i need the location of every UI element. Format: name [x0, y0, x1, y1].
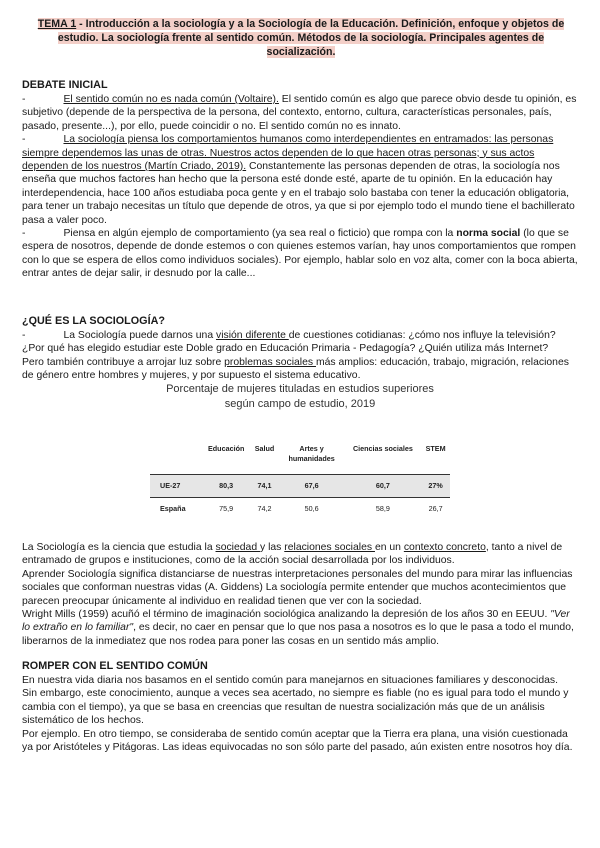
row-label: España: [160, 504, 186, 514]
debate-section: [22, 93, 578, 281]
romper-paragraph-2: Sin embargo, este conocimiento, aunque a veces sea acertado, no siempre es fiable (no es igual para todo el mundo y cambia con el tiempo), ya que se basa en creencias que resultan de nuestra socialización más que de un análisis sistemático de los hechos.: [22, 688, 569, 727]
table-cell: 74,2: [257, 504, 272, 514]
table-cell: 74,1: [250, 475, 278, 498]
table-row: [150, 475, 450, 498]
document-title: [22, 17, 580, 60]
heading-que-es: ¿QUÉ ES LA SOCIOLOGÍA?: [22, 315, 165, 327]
definition-section: [22, 541, 578, 648]
table-cell: 80,3: [202, 475, 250, 498]
romper-paragraph-1: En nuestra vida diaria nos basamos en el sentido común para manejarnos en situaciones familiares y desconocidas.: [22, 675, 558, 686]
table-header-cell: Educación: [202, 444, 250, 475]
women-graduates-table: [150, 444, 450, 520]
table-cell: 27%: [421, 475, 450, 498]
table-header-cell: Ciencias sociales: [345, 444, 422, 475]
que-es-paragraph-2: Pero también contribuye a arrojar luz sobre problemas sociales más amplios: educación, trabajo, migración, relaciones de género entre hombres y mujeres, y por supuesto el sistema educativo.: [22, 356, 569, 382]
table-header-cell: Artes y humanidades: [279, 444, 345, 475]
debate-paragraph-1: - El sentido común no es nada común (Voltaire). El sentido común es algo que parece obvio desde tu opinión, es subjetivo (depende de la perspectiva de la persona, del contexto, entorno, cultura, características personales, país, pasado, presente...), por ello, puede coincidir o no. El sentido común no es innato.: [22, 94, 577, 132]
table-cell: 50,6: [304, 504, 319, 514]
que-es-paragraph-1: - La Sociología puede darnos una visión diferente de cuestiones cotidianas: ¿cómo nos influye la televisión? ¿Por qué has elegido estudiar este Doble grado en Educación Primaria - Pedagogía? ¿Quién utiliza más Internet?: [22, 330, 556, 355]
table-header-cell: [150, 444, 202, 475]
que-es-section: [22, 329, 578, 383]
table-header-cell: Salud: [250, 444, 278, 475]
romper-paragraph-3: Por ejemplo. En otro tiempo, se consideraba de sentido común aceptar que la Tierra era plana, una visión cuestionada ya por Aristóteles y Pitágoras. Las ideas equivocadas no son sólo parte del pasado, aún existen entre nosotros hoy día.: [22, 728, 573, 754]
definition-paragraph: La Sociología es la ciencia que estudia la sociedad y las relaciones sociales en un contexto concreto, tanto a nivel de entramado de grupos e instituciones, como de la acción social desarrollada por los individuos.: [22, 542, 563, 567]
table-cell: 60,7: [345, 475, 422, 498]
table-title-line-2: según campo de estudio, 2019: [224, 398, 376, 410]
mills-paragraph: Wright Mills (1959) acuñó el término de imaginación sociológica analizando la depresión de los años 30 en EEUU. "Ver lo extraño en lo familiar", es decir, no caer en pensar que lo que nos pasa a nosotros es lo que le pasa a todo el mundo, liberarnos de la inmediatez que nos rodea para poner las cosas en un sentido más amplio.: [22, 609, 574, 647]
heading-romper: ROMPER CON EL SENTIDO COMÚN: [22, 660, 208, 672]
giddens-paragraph: Aprender Sociología significa distanciarse de nuestras interpretaciones personales del mundo para mirar las influencias sociales que conforman nuestras vidas (A. Giddens) La sociología permite entender que muchos acontecimientos que parecen preocupar únicamente al individuo en realidad tienen que ver con la sociedad.: [22, 568, 573, 607]
table-cell: 58,9: [375, 504, 390, 514]
table-header-row: [150, 444, 450, 475]
table-row: [150, 498, 450, 521]
table-header-cell: STEM: [421, 444, 450, 475]
table-title-line-1: Porcentaje de mujeres tituladas en estudios superiores: [166, 383, 434, 395]
row-label: UE-27: [150, 475, 202, 498]
debate-paragraph-3: - Piensa en algún ejemplo de comportamiento (ya sea real o ficticio) que rompa con la norma social (lo que se espera de nosotros, depende de donde estemos o con quienes estemos varían, hay unos comportamientos que rompen con lo que se espera de ellos como individuos sociales). Por ejemplo, hablar solo en voz alta, comer con la boca abierta, entrar antes de dejar salir, ir desnudo por la calle...: [22, 228, 578, 280]
title-prefix: TEMA 1: [37, 18, 77, 30]
title-text: - Introducción a la sociología y a la Sociología de la Educación. Definición, enfoque y objetos de estudio. La sociología frente al sentido común. Métodos de la sociología. Principales agentes de socialización.: [57, 18, 565, 59]
table-cell: 67,6: [279, 475, 345, 498]
romper-section: [22, 674, 578, 754]
heading-debate: DEBATE INICIAL: [22, 79, 108, 91]
debate-paragraph-2: - La sociología piensa los comportamientos humanos como interdependientes en entramados: las personas siempre dependemos las unas de otras. Nuestros actos dependen de lo que hacen otras personas; y sus actos dependen de los nuestros (Martín Criado, 2019). Constantemente las personas dependen de otras, la sociología nos enseña que muchos factores han hecho que la persona esté donde esté, aparte de tu opinión. En la educación hay interdependencia, hace 100 años estudiaba poca gente y en el trabajo solo bastaba con tener la educación obligatoria, para tener un trabajo necesitas un título que depende de otros, ya que si por ejemplo todo el mundo tiene el bachillerato pasa a valer poco.: [22, 134, 575, 226]
table-cell: 26,7: [428, 504, 443, 514]
table-cell: 75,9: [219, 504, 234, 514]
